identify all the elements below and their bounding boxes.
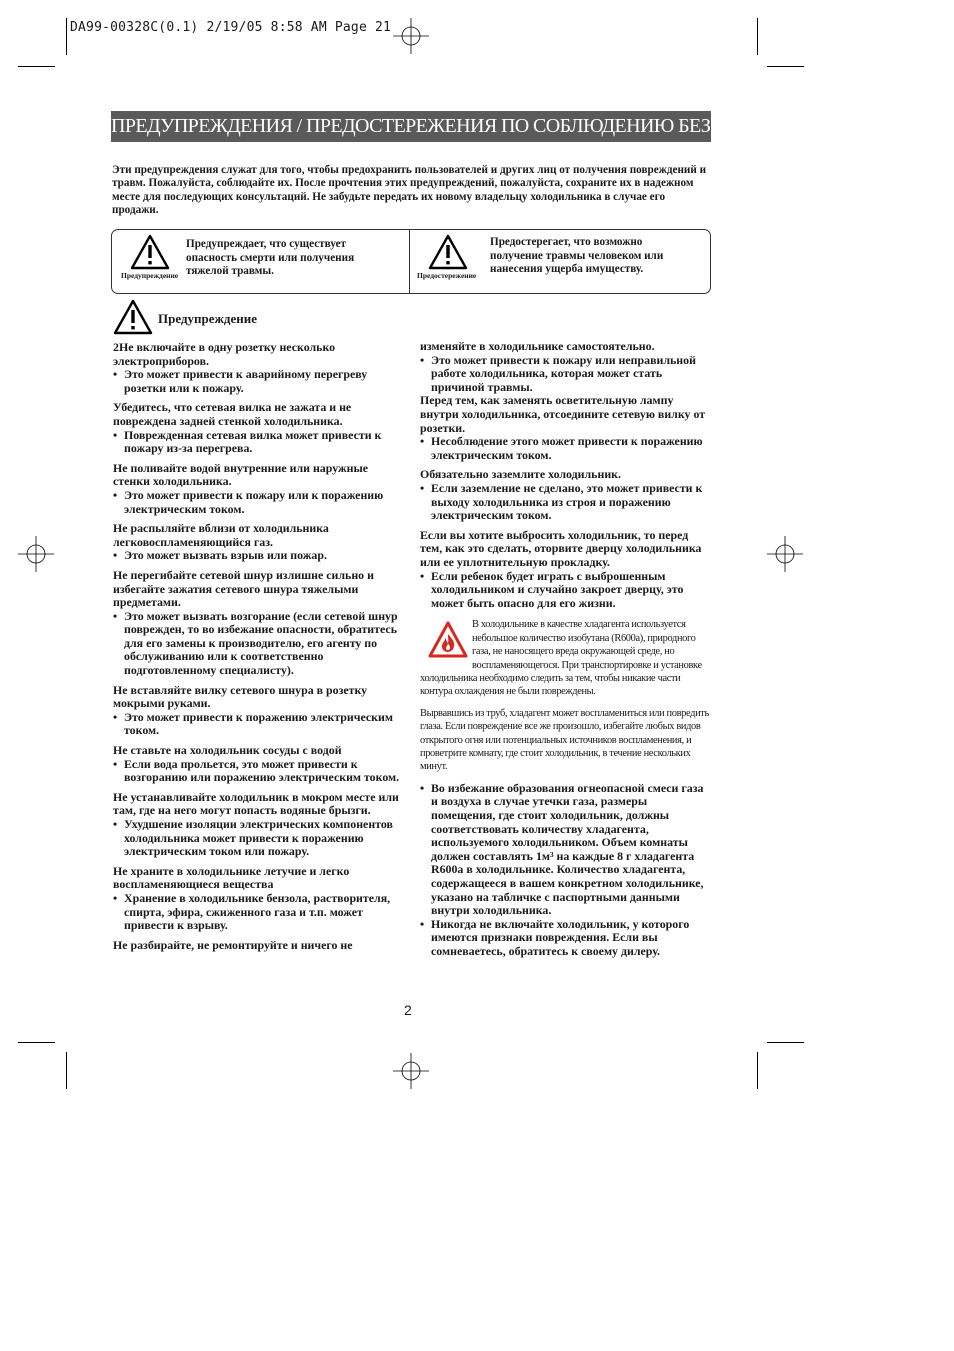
warning-heading: Не устанавливайте холодильник в мокром месте или там, где на него могут попасть водяные брызги. (113, 789, 399, 818)
list-item: • Хранение в холодильнике бензола, растворителя, спирта, эфира, сжиженного газа и т.п. может привести к взрыву. (113, 892, 405, 933)
crop-mark (66, 18, 67, 55)
list-item: • Никогда не включайте холодильник, у которого имеются признаки повреждения. Если вы сомневаетесь, обратитесь к своему дилеру. (420, 918, 712, 959)
warning-list (113, 549, 405, 563)
warning-list (113, 892, 405, 933)
refrigerant-leak-text: Вырвавшись из труб, хладагент может воспламениться или повредить глаза. Если повреждение все же произошло, избегайте любых видов открытого огня или потенциальных источников воспламенения, и проветрите комнату, где стоит холодильник, в течение нескольких минут. (420, 707, 709, 773)
list-item: • Это может вызвать взрыв или пожар. (113, 549, 405, 563)
refrigerant-note-text: В холодильнике в качестве хладагента используется небольшое количество изобутана (R600a), природного газа, не наносящего вреда окружающей среде, но воспламеняющегося. При транспортировке и установке холодильника необходимо следить за тем, чтобы никакие части контура охлаждения не были повреждены. (420, 619, 702, 698)
warning-list (420, 782, 712, 959)
warning-list (420, 354, 712, 395)
warning-heading: Не ставьте на холодильник сосуды с водой (113, 743, 342, 758)
list-item: • Это может привести к аварийному перегреву розетки или к пожару. (113, 368, 405, 395)
warning-triangle-icon (428, 234, 468, 270)
warning-list (113, 368, 405, 395)
page-title: ПРЕДУПРЕЖДЕНИЯ / ПРЕДОСТЕРЕЖЕНИЯ ПО СОБЛЮДЕНИЮ БЕЗОПАСНОСТИ (111, 111, 711, 142)
legend-warning (112, 230, 409, 293)
crop-mark (18, 66, 55, 67)
list-item: • Поврежденная сетевая вилка может привести к пожару из-за перегрева. (113, 429, 405, 456)
left-column (113, 341, 405, 958)
warning-list (113, 711, 405, 738)
legend-caution (410, 230, 710, 293)
refrigerant-note (420, 618, 712, 773)
intro-paragraph: Эти предупреждения служат для того, чтобы предохранить пользователей и других лиц от получения повреждений и травм. Пожалуйста, соблюдайте их. После прочтения этих предупреждений, пожалуйста, сохраните их в надежном месте для последующих консультаций. Не забудьте передать их новому владельцу холодильника в случае его продажи. (112, 164, 707, 217)
right-column (420, 340, 712, 964)
crop-mark (757, 1052, 758, 1089)
registration-mark-icon (767, 536, 803, 572)
legend-box (111, 229, 711, 294)
list-item: • Ухудшение изоляции электрических компонентов холодильника может привести к поражению электрическим током или пожару. (113, 818, 405, 859)
warning-heading: Не перегибайте сетевой шнур излишне сильно и избегайте зажатия сетевого шнура тяжелыми предметами. (113, 567, 374, 610)
warning-heading: Перед тем, как заменять осветительную лампу внутри холодильника, отсоедините сетевую вилку от розетки. (420, 393, 706, 435)
list-item: • Если вода прольется, это может привести к возгоранию или поражению электрическим током. (113, 758, 405, 785)
warning-heading: Не разбирайте, не ремонтируйте и ничего не (113, 937, 353, 952)
list-item: • Это может привести к пожару или неправильной работе холодильника, которая может стать причиной травмы. (420, 354, 712, 395)
warning-heading: Не храните в холодильнике летучие и легко воспламеняющиеся вещества (113, 863, 350, 892)
warning-triangle-icon (130, 234, 170, 270)
registration-mark-icon (18, 536, 54, 572)
crop-mark (66, 1052, 67, 1089)
page-number: 2 (404, 1002, 412, 1018)
warning-list (113, 429, 405, 456)
registration-mark-icon (393, 1053, 429, 1089)
warning-heading: Не вставляйте вилку сетевого шнура в розетку мокрыми руками. (113, 682, 368, 711)
warning-heading: 2Не включайте в одну розетку несколько электроприборов. (113, 340, 336, 368)
registration-mark-icon (393, 18, 429, 54)
list-item: • Если заземление не сделано, это может привести к выходу холодильника из строя и поражению электрическим током. (420, 482, 712, 523)
warning-list (420, 435, 712, 462)
crop-mark (757, 18, 758, 55)
crop-mark (18, 1042, 55, 1043)
warning-triangle-icon (113, 299, 153, 335)
warning-list (420, 570, 712, 611)
warning-list (420, 482, 712, 523)
crop-mark (767, 1042, 804, 1043)
warning-heading: Убедитесь, что сетевая вилка не зажата и не повреждена задней стенкой холодильника. (113, 400, 352, 428)
crop-mark (767, 66, 804, 67)
legend-warning-caption: Предупреждение (121, 271, 179, 280)
list-item: • Это может вызвать возгорание (если сетевой шнур поврежден, то во избежание опасности, обратитесь для его замены к производителю, его агенту по обслуживанию или к соответственно подготовленному специалисту). (113, 610, 405, 678)
print-slug: DA99-00328C(0.1) 2/19/05 8:58 AM Page 21 (70, 20, 392, 35)
warning-heading: Если вы хотите выбросить холодильник, то перед тем, как это сделать, оторвите дверцу холодильника или ее уплотнительную прокладку. (420, 527, 702, 569)
legend-caution-caption: Предостережение (417, 271, 477, 280)
legend-warning-text: Предупреждает, что существует опасность смерти или получения тяжелой травмы. (186, 238, 355, 278)
list-item: • Во избежание образования огнеопасной смеси газа и воздуха в случае утечки газа, размеры помещения, где стоит холодильник, должны соответствовать количеству хладагента, используемого холодильником. Объем комнаты должен составлять 1м³ на каждые 8 г хладагента R600a в холодильнике. Количество хладагента, содержащееся в вашем конкретном холодильнике, указано на табличке с паспортными данными внутри холодильника. (420, 782, 712, 918)
warning-heading: изменяйте в холодильнике самостоятельно. (420, 339, 655, 353)
section-title: Предупреждение (158, 311, 258, 326)
flammable-triangle-icon (428, 621, 468, 659)
list-item: • Несоблюдение этого может привести к поражению электрическим током. (420, 435, 712, 462)
warning-heading: Обязательно заземлите холодильник. (420, 467, 621, 482)
list-item: • Если ребенок будет играть с выброшенным холодильником и случайно закроет дверцу, это может быть опасно для его жизни. (420, 570, 712, 611)
warning-heading: Не распыляйте вблизи от холодильника легковоспламеняющийся газ. (113, 521, 329, 549)
warning-list (113, 489, 405, 516)
warning-heading: Не поливайте водой внутренние или наружные стенки холодильника. (113, 460, 369, 489)
warning-list (113, 758, 405, 785)
list-item: • Это может привести к поражению электрическим током. (113, 711, 405, 738)
legend-caution-text: Предостерегает, что возможно получение травмы человеком или нанесения ущерба имуществу. (490, 236, 664, 276)
list-item: • Это может привести к пожару или к поражению электрическим током. (113, 489, 405, 516)
warning-list (113, 610, 405, 678)
warning-list (113, 818, 405, 859)
